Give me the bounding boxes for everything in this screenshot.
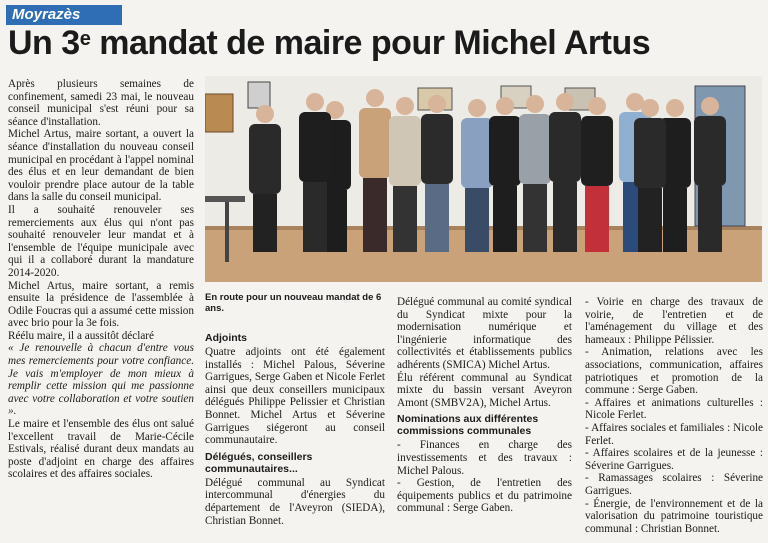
- subheading: Adjoints: [205, 332, 247, 344]
- list-item: - Affaires sociales et familiales : Nicole Ferlet.: [585, 421, 763, 447]
- subheading: Délégués, conseillers communautaires...: [205, 450, 313, 475]
- list-item: - Animation, relations avec les associations, communication, affaires patriotiques et promotion de la commune : Serge Gaben.: [585, 346, 763, 397]
- subheading: Nominations aux différentes commissions communales: [397, 413, 539, 438]
- council-photo: [205, 76, 762, 282]
- article-column-4: [585, 296, 763, 535]
- paragraph: Michel Artus, maire sortant, a ouvert la séance d'installation du nouveau conseil municipal en procédant à l'appel nominal des élus et en leur demandant de bien vouloir prendre place autour de la table dans la salle du conseil municipal.: [8, 128, 194, 204]
- article-column-3: [397, 296, 572, 515]
- paragraph: Quatre adjoints ont été également installés : Michel Palous, Séverine Garrigues, Serge Gaben et Nicole Ferlet ainsi que deux conseillers municipaux délégués Philippe Pelissier et Christian Bonnet. Michel Artus et Séverine Garrigues siégeront au conseil communautaire.: [205, 346, 385, 447]
- paragraph: Élu référent communal au Syndicat mixte du bassin versant Aveyron Amont (SMBV2A), Michel Artus.: [397, 371, 572, 409]
- paragraph: Délégué communal au comité syndical du Syndicat mixte pour la modernisation numérique et l'ingénierie informatique des collectivités et établissements publics adhérents (SMICA) Michel Artus.: [397, 296, 572, 371]
- list-item: - Finances en charge des investissements et des travaux : Michel Palous.: [397, 439, 572, 477]
- headline: Un 3e mandat de maire pour Michel Artus: [8, 24, 651, 62]
- paragraph: Délégué communal au Syndicat intercommunal d'énergies du département de l'Aveyron (SIEDA), Christian Bonnet.: [205, 476, 385, 527]
- article-column-1: [8, 78, 194, 481]
- article-column-2: [205, 328, 385, 527]
- list-item: - Affaires scolaires et de la jeunesse : Séverine Garrigues.: [585, 447, 763, 472]
- list-item: - Affaires et animations culturelles : Nicole Ferlet.: [585, 396, 763, 422]
- section-tag: Moyrazès: [6, 5, 122, 25]
- paragraph: Michel Artus, maire sortant, a remis ensuite la présidence de l'assemblée à Odile Foucras qui a assumé cette mission avec brio pour la 3e fois.: [8, 279, 194, 330]
- list-item: - Gestion, de l'entretien des équipements publics et du patrimoine communal : Serge Gaben.: [397, 477, 572, 515]
- paragraph: Il a souhaité renouveler ses remerciements aux élus qui n'ont pas souhaité renouveler leur mandat et à l'ensemble de l'équipe municipale avec qui il a collaboré durant la mandature 2014-2020.: [8, 203, 194, 279]
- paragraph: Réélu maire, il a aussitôt déclaré: [8, 329, 155, 342]
- photo-caption: En route pour un nouveau mandat de 6 ans.: [205, 292, 382, 314]
- list-item: - Voirie en charge des travaux de voirie, de l'entretien et de l'aménagement du village et des hameaux : Philippe Pélissier.: [585, 296, 763, 346]
- list-item: - Ramassages scolaires : Séverine Garrigues.: [585, 472, 763, 497]
- paragraph: Après plusieurs semaines de confinement, samedi 23 mai, le nouveau conseil municipal s'est réuni pour sa séance d'installation.: [8, 78, 194, 128]
- list-item: - Énergie, de l'environnement et de la valorisation du patrimoine touristique communal : Christian Bonnet.: [585, 497, 763, 535]
- paragraph: Le maire et l'ensemble des élus ont salué l'excellent travail de Marie-Cécile Estivals, réalisé durant deux mandats au poste d'adjoint en charge des affaires scolaires et des affaires sociales.: [8, 418, 194, 481]
- quote: « Je renouvelle à chacun d'entre vous mes remerciements pour votre confiance. Je vais m'employer de mon mieux à remplir cette mission qui me passionne avec votre collaboration et votre soutien ».: [8, 342, 194, 418]
